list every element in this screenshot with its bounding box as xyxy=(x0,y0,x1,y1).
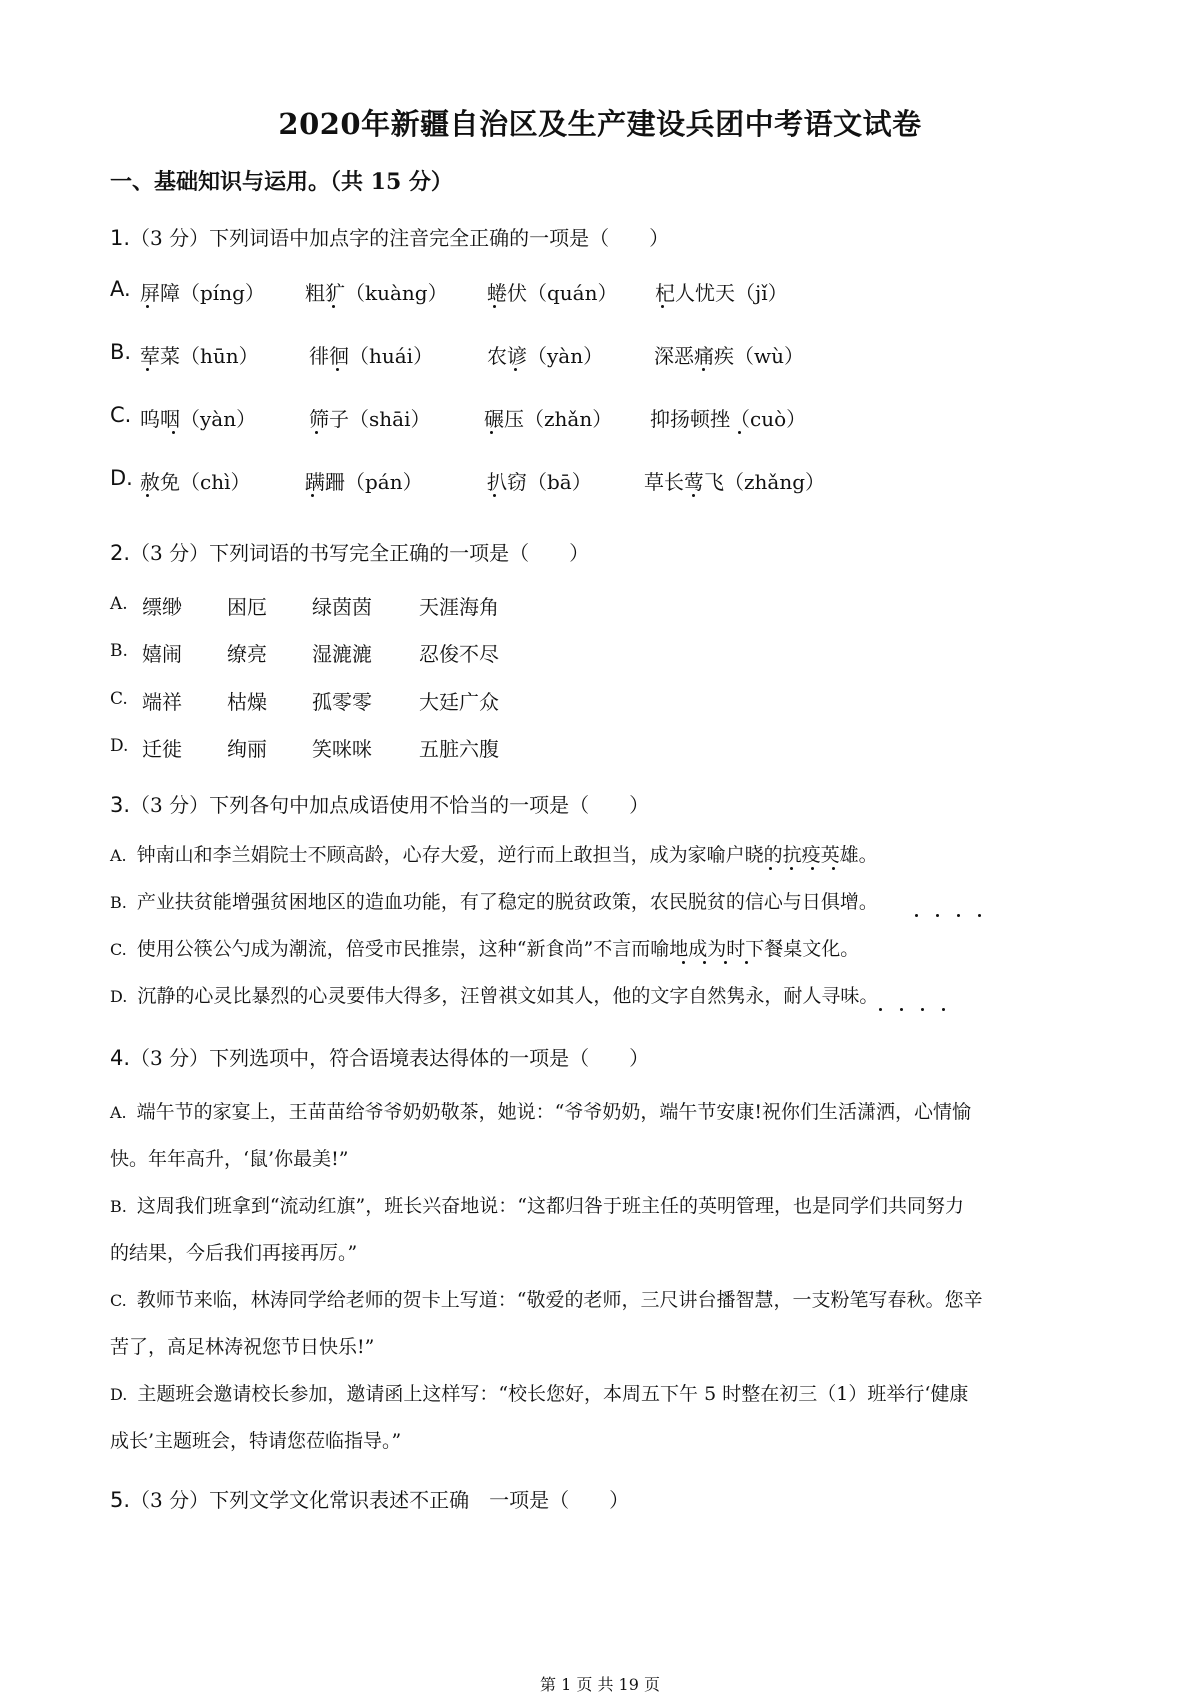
emphasis-dot xyxy=(942,1008,945,1011)
option-label: D. xyxy=(110,736,129,756)
option-item: 屏障（píng） xyxy=(140,281,265,305)
option-item: 绚丽 xyxy=(227,737,267,761)
question-1-stem xyxy=(110,222,669,251)
q3-option-c xyxy=(110,934,859,961)
option-item: 徘徊（huái） xyxy=(309,344,434,368)
emphasis-dot xyxy=(661,305,664,308)
emphasis-dot xyxy=(682,961,685,964)
emphasis-dot xyxy=(315,431,318,434)
option-item: 呜咽（yàn） xyxy=(140,407,257,431)
emphasis-dot xyxy=(915,914,918,917)
option-item: 迁徙 xyxy=(142,737,182,761)
option-item: 枯燥 xyxy=(227,690,267,714)
option-item: 抑扬顿挫（cuò） xyxy=(650,407,807,431)
emphasis-dot xyxy=(493,305,496,308)
emphasis-dot xyxy=(978,914,981,917)
option-item: 粗犷（kuàng） xyxy=(305,281,448,305)
option-item: 杞人忧天（jǐ） xyxy=(655,281,788,305)
emphasis-dot xyxy=(493,494,496,497)
option-label: A. xyxy=(110,1103,127,1122)
page-footer: 第 1 页 共 19 页 xyxy=(540,1675,660,1694)
emphasis-dot xyxy=(832,867,835,870)
option-item: 天涯海角 xyxy=(419,595,499,619)
option-text: 沉静的心灵比暴烈的心灵要伟大得多，汪曾祺文如其人，他的文字自然隽永，耐人寻味。 xyxy=(137,985,879,1007)
option-label: D. xyxy=(110,987,128,1006)
question-4-stem xyxy=(110,1042,649,1071)
emphasis-dot xyxy=(936,914,939,917)
q4-option-c-line1 xyxy=(110,1285,982,1312)
section-heading: 一、基础知识与运用。（共 15 分） xyxy=(110,169,453,195)
q4-option-a-line1 xyxy=(110,1097,971,1124)
option-item: 缥缈 xyxy=(142,595,182,619)
option-item: 端祥 xyxy=(142,690,182,714)
emphasis-dot xyxy=(703,961,706,964)
option-item: 孤零零 xyxy=(312,690,372,714)
q4-option-c-line2: 苦了，高足林涛祝您节日快乐!” xyxy=(110,1336,375,1358)
question-number: 2. xyxy=(110,541,131,565)
emphasis-dot xyxy=(332,305,335,308)
emphasis-dot xyxy=(311,494,314,497)
option-text: 产业扶贫能增强贫困地区的造血功能，有了稳定的脱贫政策，农民脱贫的信心与日俱增。 xyxy=(136,891,878,913)
option-item: 忍俊不尽 xyxy=(419,642,499,666)
option-label: C. xyxy=(110,940,127,959)
question-number: 4. xyxy=(110,1046,131,1070)
emphasis-dot xyxy=(692,494,695,497)
option-item: 绿茵茵 xyxy=(312,595,372,619)
question-number: 3. xyxy=(110,793,131,817)
option-label: B. xyxy=(110,893,127,912)
question-text: （3 分）下列词语中加点字的注音完全正确的一项是（ ） xyxy=(130,226,670,250)
emphasis-dot xyxy=(900,1008,903,1011)
option-item: 蹒跚（pán） xyxy=(305,470,423,494)
option-item: 嬉闹 xyxy=(142,642,182,666)
option-item: 深恶痛疾（wù） xyxy=(654,344,804,368)
option-item: 碾压（zhǎn） xyxy=(484,407,613,431)
option-item: 大廷广众 xyxy=(419,690,499,714)
emphasis-dot xyxy=(724,961,727,964)
emphasis-dot xyxy=(879,1008,882,1011)
option-label: D. xyxy=(110,1385,128,1404)
q4-option-d-line2: 成长’主题班会，特请您莅临指导。” xyxy=(110,1430,402,1452)
option-item: 农谚（yàn） xyxy=(487,344,604,368)
option-item: 扒窃（bā） xyxy=(487,470,592,494)
option-item: 筛子（shāi） xyxy=(309,407,431,431)
option-text: 使用公筷公勺成为潮流，倍受市民推崇，这种“新食尚”不言而喻地成为时下餐桌文化。 xyxy=(136,938,860,960)
q4-option-b-line2: 的结果，今后我们再接再厉。” xyxy=(110,1242,358,1264)
emphasis-dot xyxy=(921,1008,924,1011)
emphasis-dot xyxy=(745,961,748,964)
question-number: 5. xyxy=(110,1488,131,1512)
option-item: 赦免（chì） xyxy=(140,470,251,494)
emphasis-dot xyxy=(790,867,793,870)
emphasis-dot xyxy=(702,368,705,371)
exam-title: 2020年新疆自治区及生产建设兵团中考语文试卷 xyxy=(278,107,922,141)
emphasis-dot xyxy=(738,431,741,434)
option-label: C. xyxy=(110,689,128,709)
option-text: 教师节来临，林涛同学给老师的贺卡上写道：“敬爱的老师，三尺讲台播智慧，一支粉笔写春秋。您辛 xyxy=(136,1289,983,1311)
q4-option-d-line1 xyxy=(110,1379,968,1406)
option-label: C. xyxy=(110,1291,127,1310)
option-item: 蜷伏（quán） xyxy=(487,281,618,305)
emphasis-dot xyxy=(336,368,339,371)
question-text: （3 分）下列词语的书写完全正确的一项是（ ） xyxy=(130,541,590,565)
question-2-stem xyxy=(110,537,589,566)
option-item: 困厄 xyxy=(227,595,267,619)
emphasis-dot xyxy=(769,867,772,870)
q3-option-a xyxy=(110,840,878,867)
option-item: 五脏六腹 xyxy=(419,737,499,761)
emphasis-dot xyxy=(146,368,149,371)
option-text: 这周我们班拿到“流动红旗”，班长兴奋地说：“这都归咎于班主任的英明管理，也是同学们共同努力 xyxy=(136,1195,964,1217)
q4-option-b-line1 xyxy=(110,1191,964,1218)
option-item: 草长莺飞（zhǎng） xyxy=(644,470,826,494)
question-text: （3 分）下列各句中加点成语使用不恰当的一项是（ ） xyxy=(130,793,650,817)
option-text: 端午节的家宴上，王苗苗给爷爷奶奶敬茶，她说：“爷爷奶奶，端午节安康!祝你们生活潇洒，心情愉 xyxy=(136,1101,971,1123)
option-label: D. xyxy=(110,466,133,490)
option-item: 湿漉漉 xyxy=(312,642,372,666)
option-label: A. xyxy=(110,277,131,301)
q3-option-d xyxy=(110,981,878,1008)
emphasis-dot xyxy=(172,431,175,434)
option-label: A. xyxy=(110,594,128,614)
option-text: 主题班会邀请校长参加，邀请函上这样写：“校长您好，本周五下午 5 时整在初三（1）班举行‘健康 xyxy=(137,1383,969,1405)
option-label: A. xyxy=(110,846,127,865)
question-number: 1. xyxy=(110,226,131,250)
emphasis-dot xyxy=(146,494,149,497)
emphasis-dot xyxy=(490,431,493,434)
option-label: B. xyxy=(110,1197,127,1216)
question-3-stem xyxy=(110,789,649,818)
emphasis-dot xyxy=(811,867,814,870)
option-label: B. xyxy=(110,340,132,364)
option-label: B. xyxy=(110,641,128,661)
option-item: 荤菜（hūn） xyxy=(140,344,259,368)
emphasis-dot xyxy=(514,368,517,371)
question-5-stem xyxy=(110,1484,629,1513)
q4-option-a-line2: 快。年年高升，‘鼠’你最美!” xyxy=(110,1148,349,1170)
question-text: （3 分）下列文学文化常识表述不正确 一项是（ ） xyxy=(130,1488,630,1512)
option-item: 缭亮 xyxy=(227,642,267,666)
question-text: （3 分）下列选项中，符合语境表达得体的一项是（ ） xyxy=(130,1046,650,1070)
emphasis-dot xyxy=(957,914,960,917)
q3-option-b xyxy=(110,887,878,914)
option-text: 钟南山和李兰娟院士不顾高龄，心存大爱，逆行而上敢担当，成为家喻户晓的抗疫英雄。 xyxy=(136,844,878,866)
emphasis-dot xyxy=(146,305,149,308)
option-label: C. xyxy=(110,403,132,427)
option-item: 笑咪咪 xyxy=(312,737,372,761)
